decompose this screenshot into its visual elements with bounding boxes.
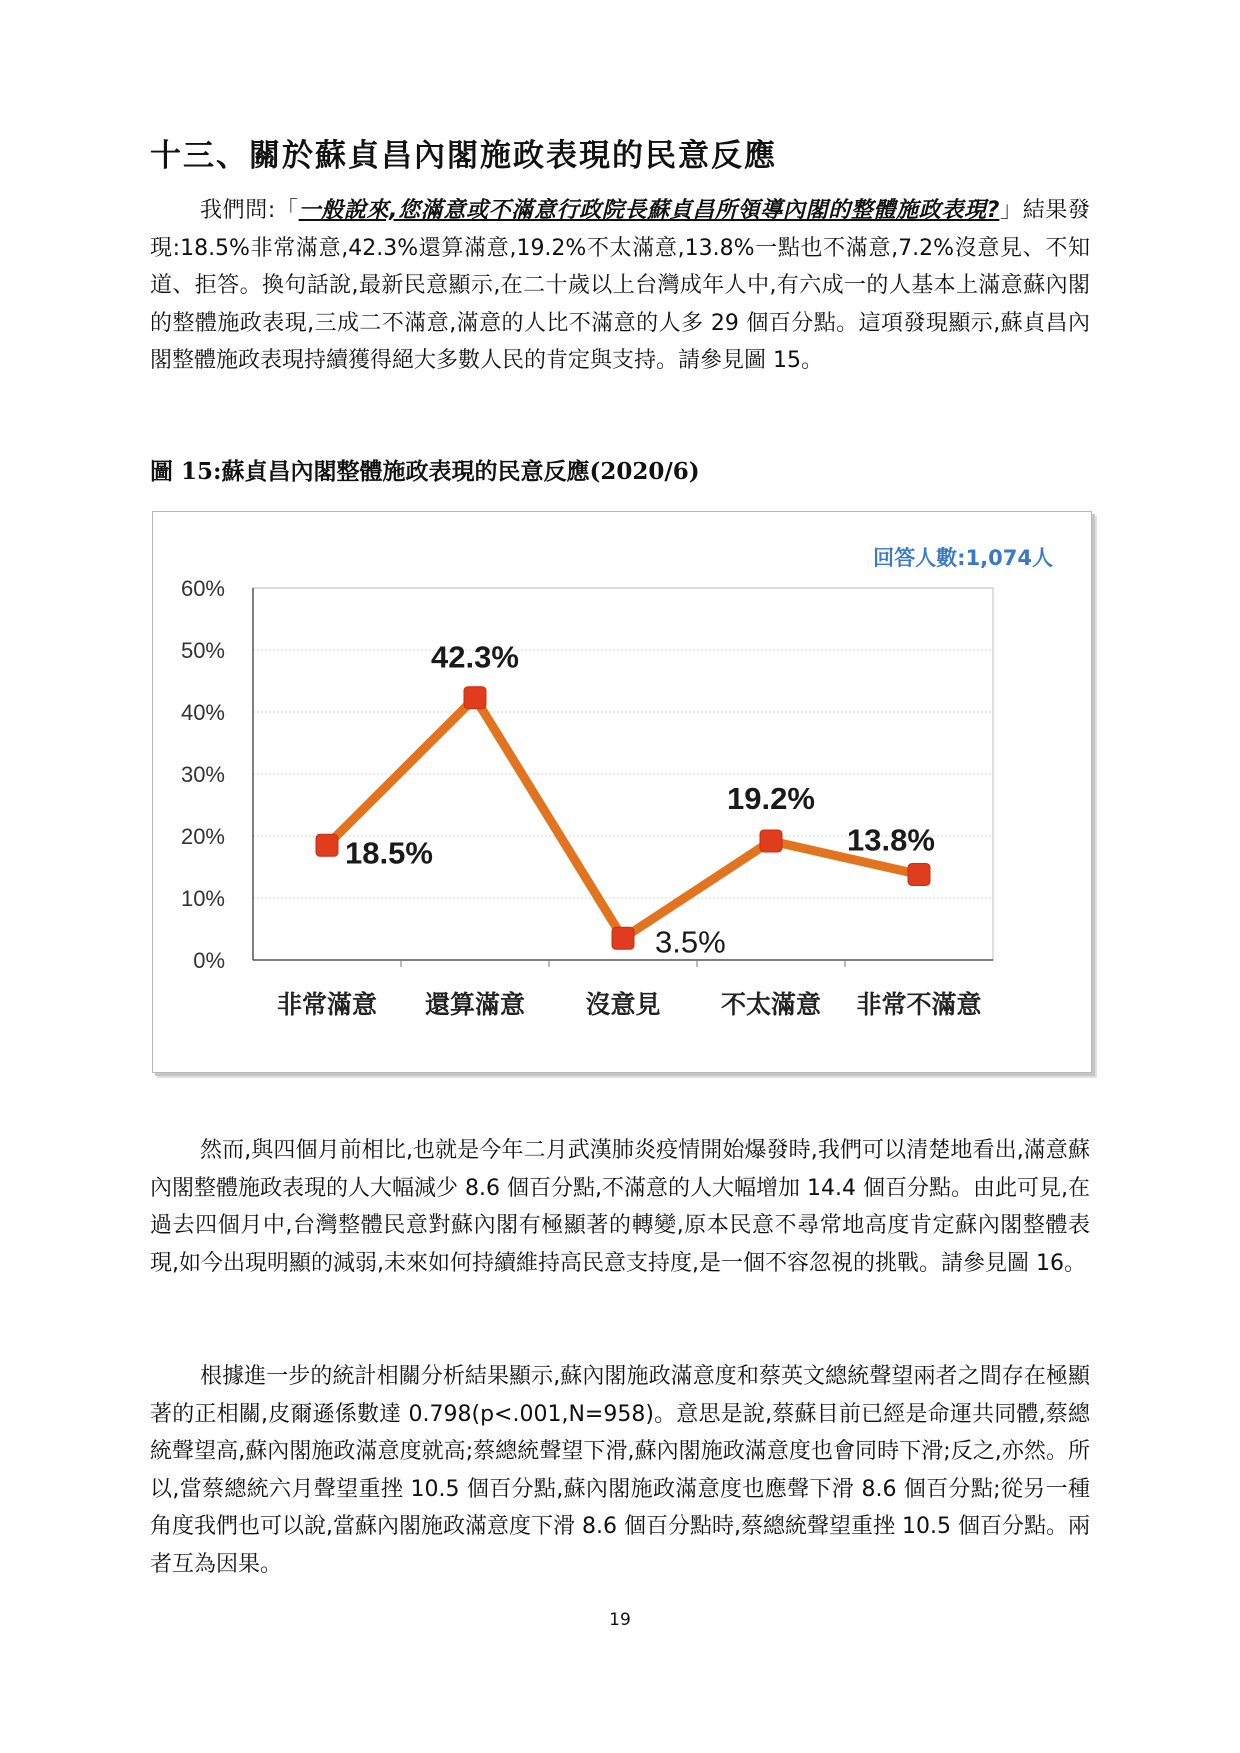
y-tick-label: 40% [180,700,225,725]
y-tick-label: 10% [180,886,225,911]
data-point-marker [760,830,782,852]
question-close: 」 [999,198,1023,223]
series-line [327,698,919,939]
data-point-marker [612,927,634,949]
x-category-label: 非常滿意 [276,990,378,1019]
y-tick-label: 0% [193,948,225,973]
respondent-count: 回答人數:1,074人 [873,546,1053,570]
y-tick-label: 30% [180,762,225,787]
paragraph-survey-result [150,192,1090,380]
paragraph-correlation: 根據進一步的統計相關分析結果顯示,蘇內閣施政滿意度和蔡英文總統聲望兩者之間存在極顯著的正相關,皮爾遜係數達 0.798(p<.001,N=958)。意思是說,蔡蘇目前已經是命運共同體,蔡總統聲望高,蘇內閣施政滿意度就高;蔡總統聲望下滑,蘇內閣施政滿意度也會同時下滑;反之,亦然。所以,當蔡總統六月聲望重挫 10.5 個百分點,蘇內閣施政滿意度也應聲下滑 8.6 個百分點;從另一種角度我們也可以說,當蘇內閣施政滿意度下滑 8.6 個百分點時,蔡總統聲望重挫 10.5 個百分點。兩者互為因果。 [150,1364,1090,1577]
data-label: 19.2% [727,780,815,816]
figure-caption: 圖 15:蘇貞昌內閣整體施政表現的民意反應(2020/6) [150,458,700,485]
data-label: 42.3% [431,639,519,675]
data-point-marker [464,687,486,709]
question-lead: 我們問:「 [200,198,299,223]
survey-question: 一般說來,您滿意或不滿意行政院長蘇貞昌所領導內閣的整體施政表現? [298,198,1000,223]
x-category-label: 非常不滿意 [856,990,982,1019]
x-category-label: 還算滿意 [424,990,526,1019]
paragraph-trend: 然而,與四個月前相比,也就是今年二月武漢肺炎疫情開始爆發時,我們可以清楚地看出,滿意蘇內閣整體施政表現的人大幅減少 8.6 個百分點,不滿意的人大幅增加 14.4 個百分點。由此可見,在過去四個月中,台灣整體民意對蘇內閣有極顯著的轉變,原本民意不尋常地高度肯定蘇內閣整體表現,如今出現明顯的減弱,未來如何持續維持高民意支持度,是一個不容忽視的挑戰。請參見圖 16。 [150,1138,1090,1276]
data-label: 18.5% [345,835,433,871]
y-tick-label: 50% [180,638,225,663]
y-tick-label: 60% [180,576,225,601]
y-tick-label: 20% [180,824,225,849]
x-category-label: 沒意見 [585,990,661,1019]
data-point-marker [316,834,338,856]
x-category-label: 不太滿意 [720,990,822,1019]
line-chart [153,512,1089,1070]
survey-result-text: 結果發現:18.5%非常滿意,42.3%還算滿意,19.2%不太滿意,13.8%一點也不滿意,7.2%沒意見、不知道、拒答。換句話說,最新民意顯示,在二十歲以上台灣成年人中,有六成一的人基本上滿意蘇內閣的整體施政表現,三成二不滿意,滿意的人比不滿意的人多 29 個百分點。這項發現顯示,蘇貞昌內閣整體施政表現持續獲得絕大多數人民的肯定與支持。請參見圖 15。 [150,198,1090,373]
chart-container [152,511,1092,1073]
section-title: 十三、關於蘇貞昌內閣施政表現的民意反應 [150,138,777,174]
data-point-marker [908,863,930,885]
data-label: 3.5% [655,924,726,960]
data-label: 13.8% [847,822,935,858]
page-number: 19 [609,1610,631,1630]
